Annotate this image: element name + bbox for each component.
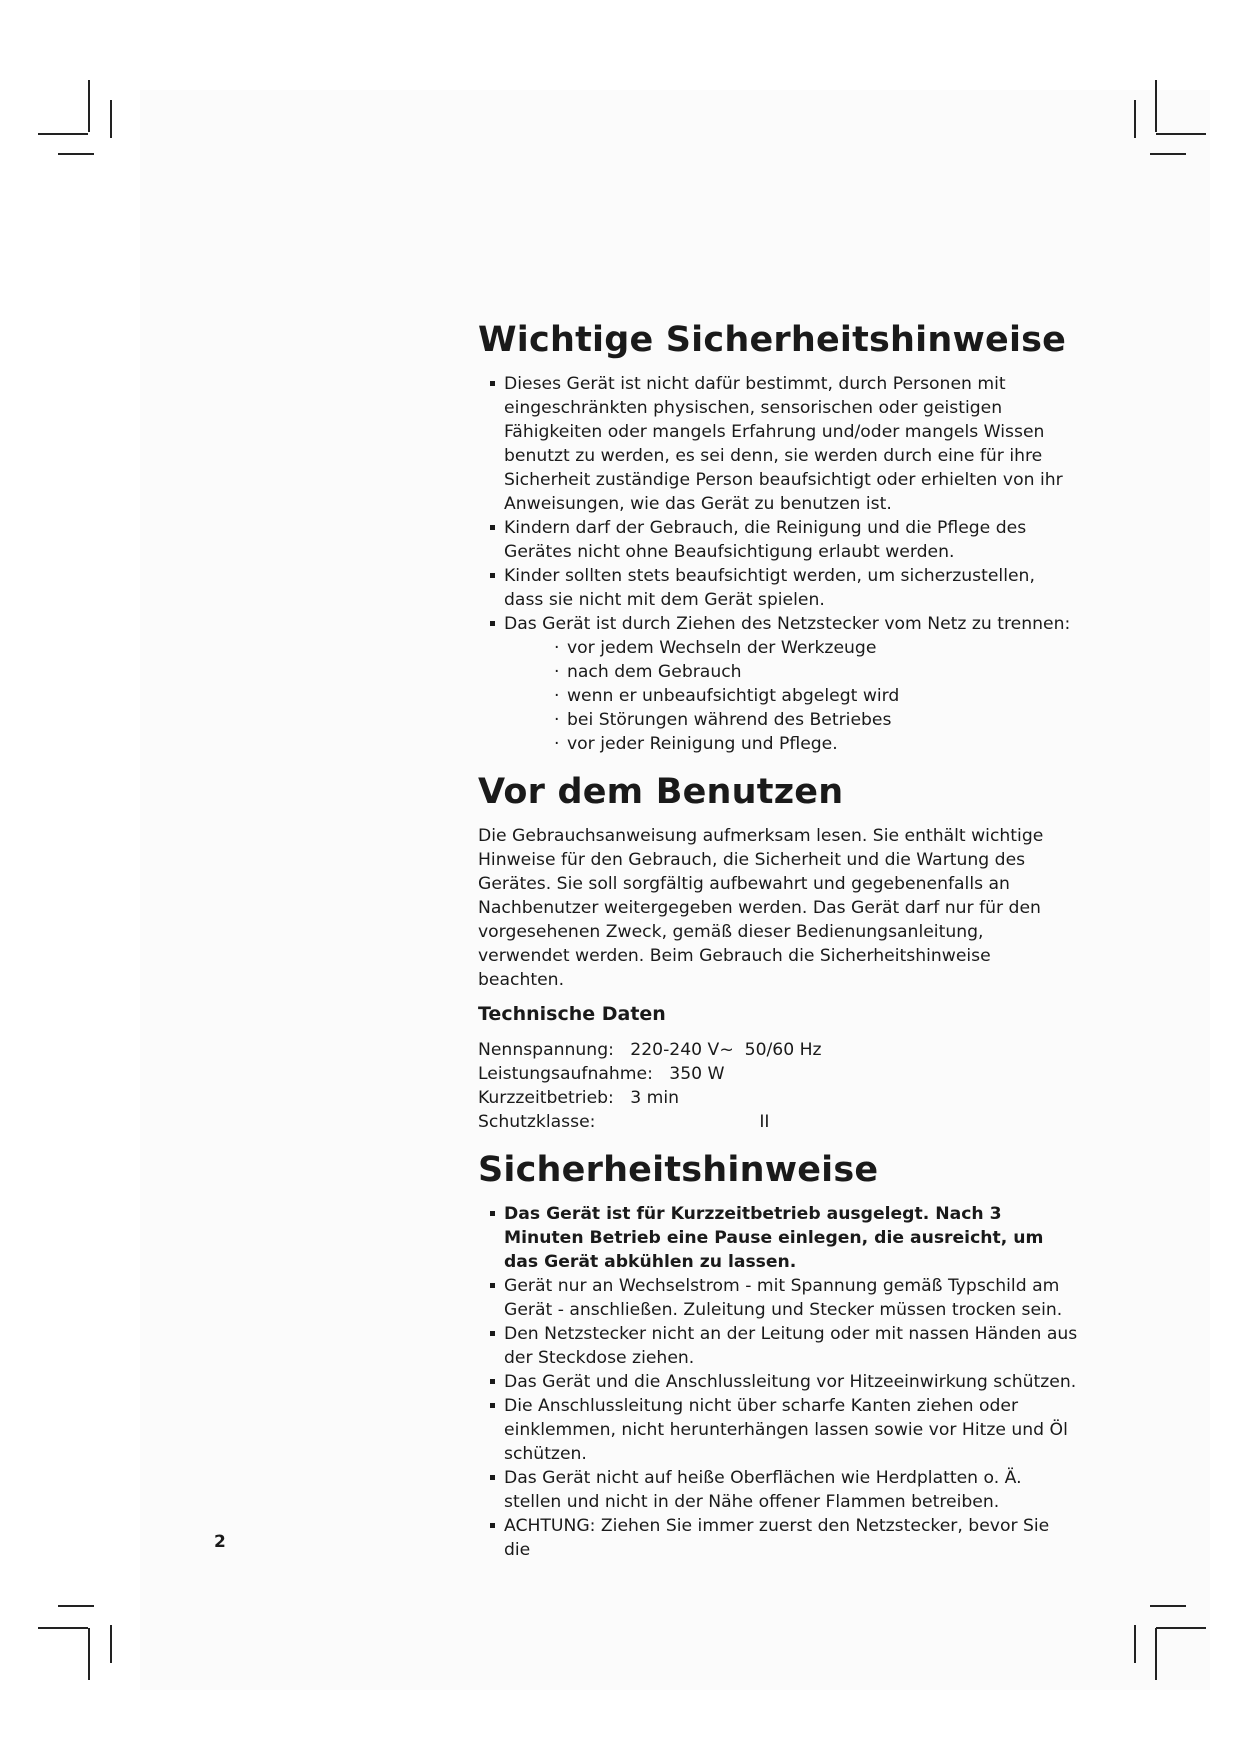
crop-mark [110, 100, 112, 138]
list-item-text: Das Gerät ist durch Ziehen des Netzstecker vom Netz zu trennen: [504, 614, 1071, 634]
subheading-technical-data: Technische Daten [478, 1003, 666, 1025]
section-title: Sicherheitshinweise [478, 1150, 879, 1190]
list-item: ACHTUNG: Ziehen Sie immer zuerst den Netzstecker, bevor Sie die [478, 1514, 1078, 1562]
list-item [478, 612, 1078, 756]
list-item: Das Gerät und die Anschlussleitung vor Hitzeeinwirkung schützen. [478, 1370, 1078, 1394]
section-title: Wichtige Sicherheitshinweise [478, 320, 1067, 360]
list-item: Dieses Gerät ist nicht dafür bestimmt, durch Personen mit eingeschränkten physischen, sensorischen oder geistigen Fähigkeiten oder mangels Erfahrung und/oder mangels Wissen benutzt zu werden, es sei denn, sie werden durch eine für ihre Sicherheit zuständige Person beaufsichtigt oder erhielten von ihr Anweisungen, wie das Gerät zu benutzen ist. [478, 372, 1078, 516]
crop-mark [1150, 1605, 1186, 1607]
list-item: Das Gerät nicht auf heiße Oberflächen wie Herdplatten o. Ä. stellen und nicht in der Nähe offener Flammen betreiben. [478, 1466, 1078, 1514]
page-number: 2 [214, 1532, 226, 1552]
spec-row: Schutzklasse: II [478, 1112, 770, 1132]
sub-list-item: · vor jeder Reinigung und Pflege. [554, 732, 1078, 756]
sub-list-item: · bei Störungen während des Betriebes [554, 708, 1078, 732]
bullet-list [478, 1202, 1078, 1562]
section-safety-notes [478, 1148, 1078, 1562]
list-item: Kinder sollten stets beaufsichtigt werden, um sicherzustellen, dass sie nicht mit dem Gerät spielen. [478, 564, 1078, 612]
crop-mark [1156, 133, 1206, 135]
list-item: Kindern darf der Gebrauch, die Reinigung und die Pflege des Gerätes nicht ohne Beaufsichtigung erlaubt werden. [478, 516, 1078, 564]
crop-mark [38, 133, 88, 135]
crop-mark [1134, 100, 1136, 138]
list-item: Die Anschlussleitung nicht über scharfe Kanten ziehen oder einklemmen, nicht herunterhängen lassen sowie vor Hitze und Öl schützen. [478, 1394, 1078, 1466]
crop-mark [58, 1605, 94, 1607]
crop-mark [38, 1627, 88, 1629]
sub-list-item: · vor jedem Wechseln der Werkzeuge [554, 636, 1078, 660]
spec-row: Kurzzeitbetrieb: 3 min [478, 1088, 680, 1108]
crop-mark [1150, 153, 1186, 155]
spec-list [478, 1038, 1078, 1134]
spec-row: Nennspannung: 220-240 V~ 50/60 Hz [478, 1040, 822, 1060]
section-important-safety [478, 318, 1078, 756]
paragraph: Die Gebrauchsanweisung aufmerksam lesen. Sie enthält wichtige Hinweise für den Gebrauch, die Sicherheit und die Wartung des Gerätes. Sie soll sorgfältig aufbewahrt und gegebenenfalls an Nachbenutzer weitergegeben werden. Das Gerät darf nur für den vorgesehenen Zweck, gemäß dieser Bedienungsanleitung, verwendet werden. Beim Gebrauch die Sicherheitshinweise beachten. [478, 826, 1044, 990]
crop-mark [1134, 1625, 1136, 1663]
crop-mark [88, 80, 90, 132]
section-before-use [478, 770, 1078, 1134]
crop-mark [58, 153, 94, 155]
crop-mark [88, 1628, 90, 1680]
sub-list-item: · wenn er unbeaufsichtigt abgelegt wird [554, 684, 1078, 708]
main-content [478, 318, 1078, 1576]
sub-bullet-list [504, 636, 1078, 756]
list-item: Den Netzstecker nicht an der Leitung oder mit nassen Händen aus der Steckdose ziehen. [478, 1322, 1078, 1370]
bullet-list [478, 372, 1078, 756]
section-title: Vor dem Benutzen [478, 772, 844, 812]
list-item: Gerät nur an Wechselstrom - mit Spannung gemäß Typschild am Gerät - anschließen. Zuleitung und Stecker müssen trocken sein. [478, 1274, 1078, 1322]
crop-mark [110, 1625, 112, 1663]
crop-mark [1156, 1627, 1206, 1629]
list-item: Das Gerät ist für Kurzzeitbetrieb ausgelegt. Nach 3 Minuten Betrieb eine Pause einlegen, die ausreicht, um das Gerät abkühlen zu lassen. [478, 1202, 1078, 1274]
spec-row: Leistungsaufnahme: 350 W [478, 1064, 725, 1084]
sub-list-item: · nach dem Gebrauch [554, 660, 1078, 684]
crop-mark [1155, 80, 1157, 132]
crop-mark [1155, 1628, 1157, 1680]
